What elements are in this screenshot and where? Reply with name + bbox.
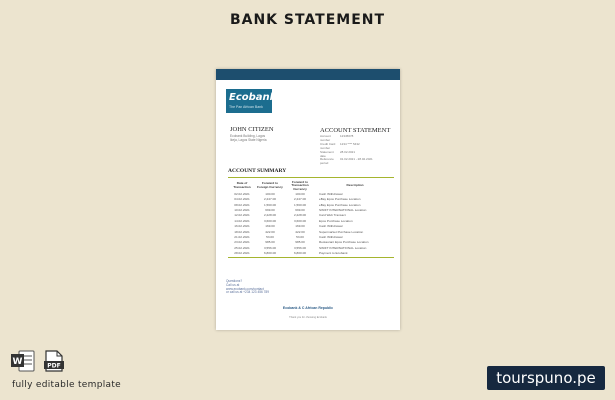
logo-name: Ecobank — [229, 92, 277, 103]
date-cell: 25.02.2021 — [234, 245, 250, 250]
transactions-table — [228, 180, 394, 257]
editable-template-caption: fully editable template — [12, 380, 121, 390]
foreign-amount-cell: 3,600.00 — [263, 218, 277, 223]
foreign-amount-cell: 53.00 — [266, 235, 274, 240]
column-header: Date of Transaction — [233, 181, 251, 189]
address-line: Ikeja, Lagos State Nigeria — [230, 138, 267, 142]
foreign-amount-cell: 6,800.00 — [263, 251, 277, 256]
date-cell: 12.02.2021 — [234, 213, 250, 218]
description-cell: Cash Withdrawal — [319, 235, 343, 240]
amount-cell: 2,247.00 — [293, 197, 307, 202]
date-cell: 21.02.2021 — [234, 235, 250, 240]
description-cell: Cash Withdrawal — [319, 191, 343, 196]
amount-cell: 2,228.00 — [293, 213, 307, 218]
meta-row: Reference period 01.02.2021 - 28.02.2021 — [320, 157, 373, 166]
column-header: Forward to Transaction Currency — [291, 179, 309, 191]
amount-cell: 3,600.00 — [293, 218, 307, 223]
description-cell: eBay Epos Purchase Location — [319, 202, 361, 207]
foreign-amount-cell: 699.00 — [265, 208, 275, 212]
format-icons — [11, 350, 71, 374]
word-file-icon — [11, 350, 35, 372]
table-row — [228, 251, 394, 256]
date-cell: 08.02.2021 — [234, 202, 250, 207]
description-cell: Cash Withdrawal — [319, 224, 343, 229]
brand-badge[interactable]: tourspuno.pe — [487, 366, 605, 390]
date-cell: 10.02.2021 — [234, 208, 250, 212]
date-cell: 02.02.2021 — [234, 191, 250, 196]
foreign-amount-cell: 422.00 — [265, 229, 275, 234]
contact-line: Call us at — [226, 282, 240, 287]
amount-cell: 6,800.00 — [293, 251, 307, 256]
amount-cell: 1,560.00 — [293, 202, 307, 207]
amount-cell: 3,556.00 — [293, 245, 307, 250]
statement-title: ACCOUNT STATEMENT — [320, 127, 391, 134]
description-cell: Epos Purchase Location — [319, 218, 353, 223]
description-cell: SWIFT INTERNATIONAL Location — [319, 208, 367, 212]
amount-cell: 985.00 — [295, 240, 305, 245]
page-title: BANK STATEMENT — [229, 12, 386, 28]
amount-cell: 53.00 — [296, 235, 304, 240]
summary-rule-top — [228, 177, 394, 178]
amount-cell: 169.00 — [295, 224, 305, 229]
meta-row: Account number 12345678 — [320, 134, 354, 142]
foreign-amount-cell: 100.00 — [265, 191, 275, 196]
column-header: Description — [346, 183, 364, 188]
account-summary-title: ACCOUNT SUMMARY — [228, 168, 287, 174]
footer-bank-name: Ecobank & C African Republic — [282, 306, 334, 310]
account-holder-name: JOHN CITIZEN — [230, 126, 274, 133]
date-cell: 18.02.2021 — [234, 229, 250, 234]
description-cell: eBay Epos Purchase Location — [319, 197, 361, 202]
column-header: Forward to Foreign Currency — [257, 181, 283, 189]
amount-cell: 699.00 — [295, 208, 305, 212]
foreign-amount-cell: 3,556.00 — [263, 245, 277, 250]
description-cell: SWIFT INTERNATIONAL Location — [319, 245, 367, 250]
logo-tagline: The Pan African Bank — [229, 105, 263, 109]
footer-note: Thank you for choosing Ecobank — [289, 316, 327, 319]
document-header-bar — [216, 69, 400, 80]
account-holder-address — [230, 134, 267, 142]
date-cell: 28.02.2021 — [234, 251, 250, 256]
statement-meta — [320, 135, 373, 166]
description-cell: Restaurant Epos Purchase Location — [319, 240, 369, 245]
contact-info — [226, 280, 269, 295]
foreign-amount-cell: 2,247.00 — [263, 197, 277, 202]
meta-row: Credit Card number 1234 **** 5432 — [320, 141, 360, 150]
description-cell: Card Web Transact — [319, 213, 346, 218]
foreign-amount-cell: 2,228.00 — [263, 213, 277, 218]
foreign-amount-cell: 985.00 — [265, 240, 275, 245]
amount-cell: 422.00 — [295, 229, 305, 234]
amount-cell: 100.00 — [295, 191, 305, 196]
description-cell: Payment to Ecobank — [319, 251, 348, 256]
address-line: Ecobank Building, Lagos — [230, 134, 266, 138]
date-cell: 16.02.2021 — [234, 224, 250, 229]
foreign-amount-cell: 169.00 — [265, 224, 275, 229]
contact-line: www.ecobank.com/contact — [226, 286, 264, 291]
statement-document-preview — [216, 69, 400, 330]
summary-rule-bottom — [228, 257, 394, 258]
pdf-file-icon — [44, 350, 64, 372]
date-cell: 14.02.2021 — [234, 218, 250, 223]
date-cell: 23.02.2021 — [234, 240, 250, 245]
ecobank-logo — [226, 89, 277, 113]
pdf-icon-label: PDF — [47, 362, 61, 370]
contact-line: Questions? — [226, 279, 243, 283]
contact-line: or call us at +234 123 456 789 — [226, 290, 269, 295]
table-header-row — [228, 180, 394, 192]
description-cell: Supermarket Purchase Location — [319, 229, 364, 234]
word-icon-letter: W — [12, 357, 23, 367]
foreign-amount-cell: 1,560.00 — [263, 202, 277, 207]
date-cell: 04.02.2021 — [234, 197, 250, 202]
meta-row: Statement date 28.02.2021 — [320, 149, 356, 158]
